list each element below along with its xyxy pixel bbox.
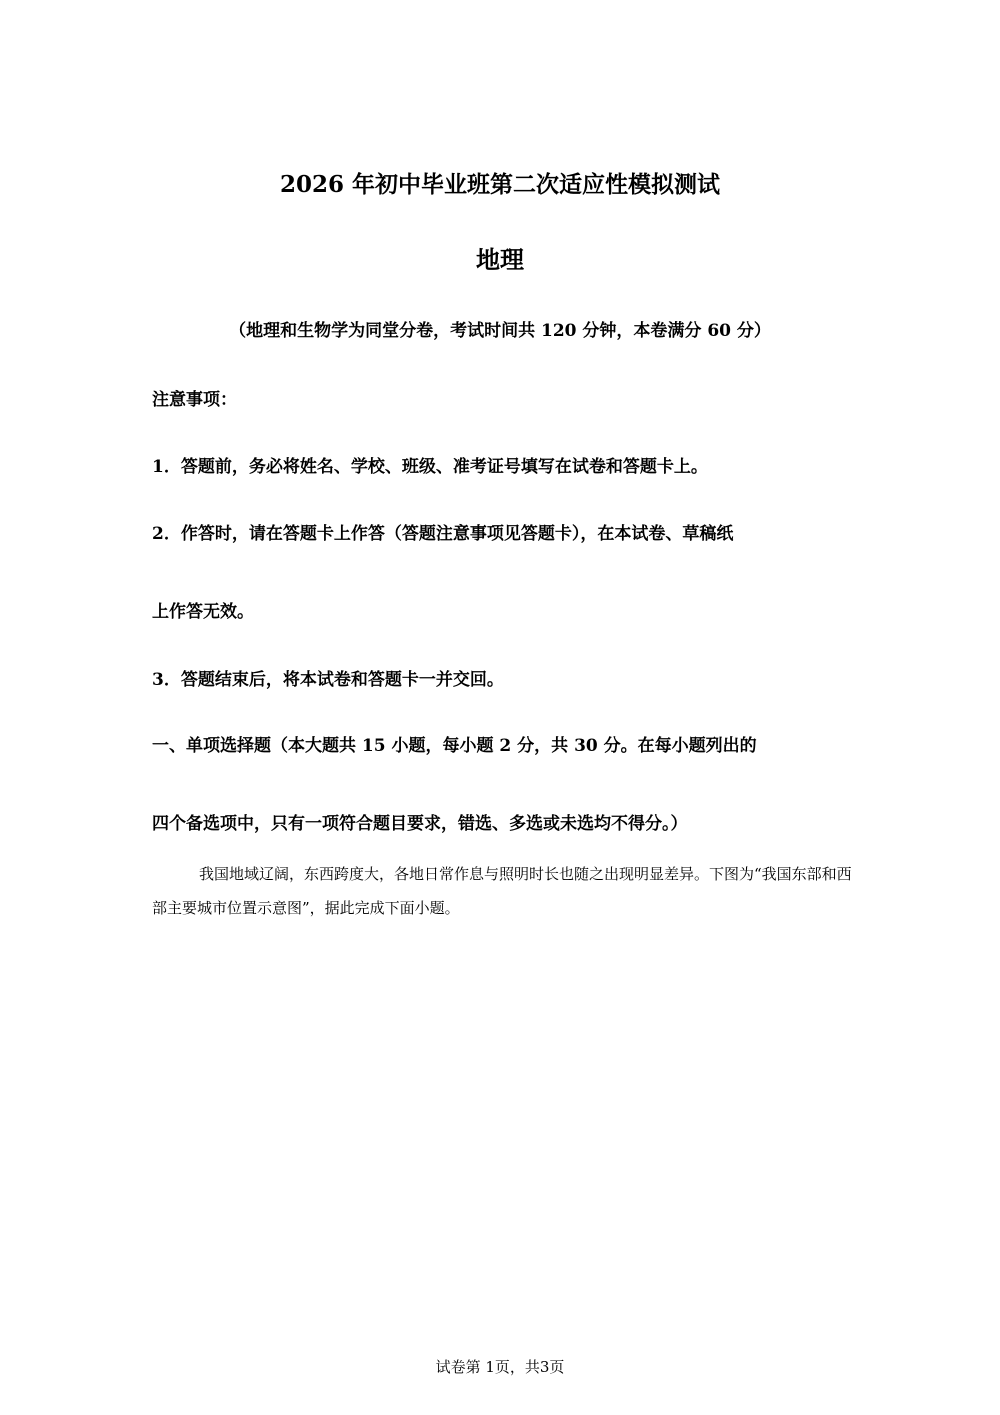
notice-item-2-line-2: 上作答无效。 — [152, 602, 254, 622]
exam-title: 2026 年初中毕业班第二次适应性模拟测试 — [279, 171, 721, 198]
notice-heading: 注意事项： — [152, 390, 237, 410]
section-1-heading-line-2: 四个备选项中，只有一项符合题目要求，错选、多选或未选均不得分。） — [152, 814, 688, 834]
notice-item-2-line-1: 2．作答时，请在答题卡上作答（答题注意事项见答题卡），在本试卷、草稿纸 — [152, 524, 734, 544]
page-footer: 试卷第 1页，共3页 — [435, 1358, 565, 1376]
question-intro-paragraph: 我国地域辽阔，东西跨度大，各地日常作息与照明时长也随之出现明显差异。下图为“我国东部和西部主要城市位置示意图”，据此完成下面小题。 — [152, 865, 852, 917]
notice-item-1: 1．答题前，务必将姓名、学校、班级、准考证号填写在试卷和答题卡上。 — [152, 457, 708, 477]
subject-title: 地理 — [476, 245, 524, 274]
exam-note: （地理和生物学为同堂分卷，考试时间共 120 分钟，本卷满分 60 分） — [229, 321, 771, 341]
section-1-heading-line-1: 一、单项选择题（本大题共 15 小题，每小题 2 分，共 30 分。在每小题列出的 — [152, 736, 757, 756]
notice-item-3: 3．答题结束后，将本试卷和答题卡一并交回。 — [152, 670, 504, 690]
